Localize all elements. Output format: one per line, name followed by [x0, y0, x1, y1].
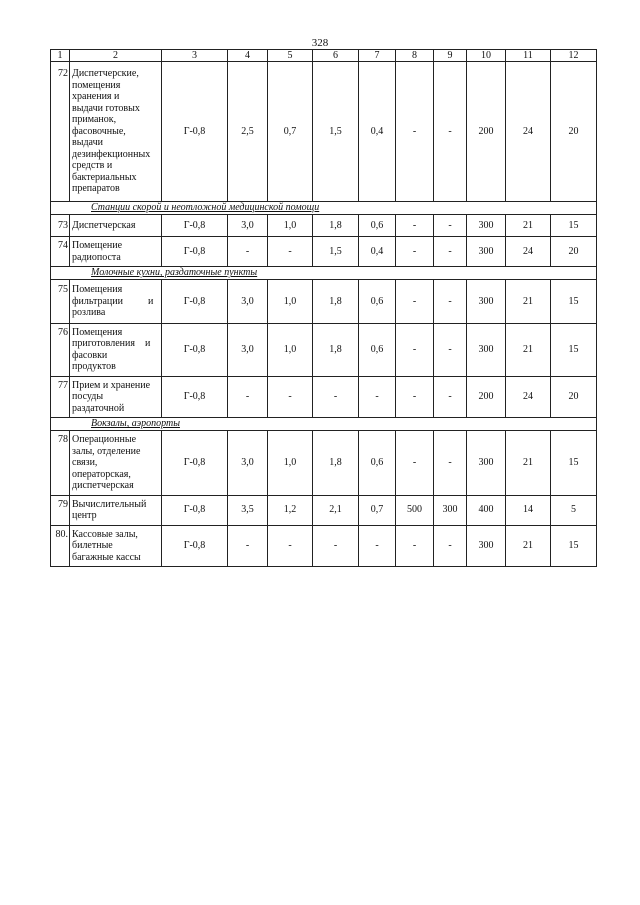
section-title: Станции скорой и неотложной медицинской помощи [51, 201, 597, 214]
premises-name [70, 62, 162, 202]
table-body [51, 62, 597, 567]
row-number: 74 [51, 237, 70, 267]
premises-name-line: радиопоста [72, 251, 121, 263]
page-number: 328 [311, 37, 329, 49]
premises-name-line: диспетчерская [72, 480, 134, 491]
premises-name [70, 525, 162, 567]
value-cell: 2,1 [313, 495, 359, 525]
value-cell: - [396, 431, 434, 496]
column-header: 11 [506, 50, 551, 62]
value-cell: - [396, 323, 434, 376]
value-cell: - [396, 214, 434, 237]
value-cell: Г-0,8 [162, 495, 228, 525]
value-cell: 1,8 [313, 323, 359, 376]
value-cell: 300 [467, 280, 506, 324]
value-cell: - [228, 237, 268, 267]
value-cell: 0,7 [359, 495, 396, 525]
value-cell: 3,0 [228, 431, 268, 496]
premises-name-line: выдачи готовых [72, 102, 140, 114]
column-header: 2 [70, 50, 162, 62]
row-number: 76 [51, 323, 70, 376]
value-cell: 1,5 [313, 62, 359, 202]
value-cell: 15 [551, 323, 597, 376]
row-number: 72 [51, 62, 70, 202]
premises-name-line: посуды [72, 391, 104, 402]
value-cell: 1,2 [268, 495, 313, 525]
value-cell: 200 [467, 376, 506, 418]
value-cell: 15 [551, 525, 597, 567]
value-cell: 21 [506, 431, 551, 496]
value-cell: 1,0 [268, 431, 313, 496]
premises-name [70, 323, 162, 376]
value-cell: 20 [551, 237, 597, 267]
premises-name [70, 237, 162, 267]
value-cell: 3,0 [228, 214, 268, 237]
premises-name-line: операторская, [72, 468, 131, 480]
norms-table [50, 49, 597, 567]
section-row [51, 418, 597, 431]
premises-name [70, 214, 162, 237]
value-cell: Г-0,8 [162, 280, 228, 324]
premises-name-line: Вычислительный [72, 498, 147, 510]
section-row [51, 201, 597, 214]
value-cell: 20 [551, 62, 597, 202]
value-cell: 200 [467, 62, 506, 202]
premises-name-line: продуктов [72, 361, 116, 372]
premises-name-line: Помещения [72, 326, 123, 338]
value-cell: - [396, 525, 434, 567]
value-cell: 3,0 [228, 323, 268, 376]
value-cell: - [359, 525, 396, 567]
premises-name-line: розлива [72, 307, 106, 318]
value-cell: Г-0,8 [162, 525, 228, 567]
value-cell: Г-0,8 [162, 323, 228, 376]
column-header: 12 [551, 50, 597, 62]
column-header: 8 [396, 50, 434, 62]
section-title: Вокзалы, аэропорты [51, 418, 597, 431]
column-header: 7 [359, 50, 396, 62]
table-row [51, 431, 597, 496]
premises-name-line: багажные кассы [72, 551, 141, 563]
value-cell: 20 [551, 376, 597, 418]
value-cell: Г-0,8 [162, 214, 228, 237]
value-cell: - [434, 525, 467, 567]
value-cell: - [268, 525, 313, 567]
value-cell: 300 [434, 495, 467, 525]
premises-name-line: фасовки [72, 349, 108, 361]
premises-name-line: бактериальных [72, 171, 137, 183]
value-cell: 1,0 [268, 214, 313, 237]
value-cell: 15 [551, 214, 597, 237]
value-cell: - [434, 431, 467, 496]
table-row [51, 214, 597, 237]
premises-name [70, 376, 162, 418]
value-cell: 0,6 [359, 214, 396, 237]
premises-name-line: помещения [72, 79, 121, 91]
value-cell: - [268, 376, 313, 418]
column-header: 10 [467, 50, 506, 62]
premises-name [70, 495, 162, 525]
value-cell: 300 [467, 323, 506, 376]
value-cell: - [396, 280, 434, 324]
value-cell: 21 [506, 323, 551, 376]
value-cell: 3,0 [228, 280, 268, 324]
value-cell: - [396, 62, 434, 202]
premises-name-line: средств и [72, 160, 113, 171]
column-header: 9 [434, 50, 467, 62]
value-cell: - [228, 376, 268, 418]
table-row [51, 323, 597, 376]
value-cell: 300 [467, 237, 506, 267]
table-row [51, 237, 597, 267]
value-cell: 500 [396, 495, 434, 525]
premises-name-line: раздаточной [72, 402, 125, 414]
premises-name-line: приманок, [72, 114, 117, 125]
value-cell: 5 [551, 495, 597, 525]
premises-name-line: Операционные [72, 434, 137, 445]
premises-name-line: билетные [72, 540, 113, 551]
premises-name-line: Помещения [72, 284, 123, 295]
row-number: 80. [51, 525, 70, 567]
value-cell: 0,7 [268, 62, 313, 202]
premises-name [70, 431, 162, 496]
column-header: 6 [313, 50, 359, 62]
value-cell: 14 [506, 495, 551, 525]
section-title: Молочные кухни, раздаточные пункты [51, 267, 597, 280]
table-row [51, 525, 597, 567]
value-cell: - [268, 237, 313, 267]
premises-name-line: связи, [72, 457, 98, 468]
premises-name-line: приготовления и [72, 338, 151, 349]
value-cell: Г-0,8 [162, 237, 228, 267]
value-cell: 3,5 [228, 495, 268, 525]
value-cell: Г-0,8 [162, 376, 228, 418]
value-cell: - [396, 376, 434, 418]
row-number: 79 [51, 495, 70, 525]
value-cell: 2,5 [228, 62, 268, 202]
row-number: 78 [51, 431, 70, 496]
value-cell: 0,6 [359, 280, 396, 324]
premises-name-line: дезинфекционных [72, 148, 151, 160]
premises-name-line: Диспетчерская [72, 219, 136, 231]
premises-name-line: хранения и [72, 91, 120, 102]
section-row [51, 267, 597, 280]
premises-name-line: фильтрации и [72, 295, 154, 307]
row-number: 73 [51, 214, 70, 237]
premises-name-line: Диспетчерские, [72, 68, 139, 79]
value-cell: 0,6 [359, 431, 396, 496]
value-cell: - [434, 376, 467, 418]
table-row [51, 62, 597, 202]
premises-name-line: Помещение [72, 240, 123, 251]
value-cell: - [313, 376, 359, 418]
value-cell: 21 [506, 525, 551, 567]
value-cell: 0,6 [359, 323, 396, 376]
table-row [51, 376, 597, 418]
value-cell: - [359, 376, 396, 418]
value-cell: 24 [506, 62, 551, 202]
value-cell: 400 [467, 495, 506, 525]
premises-name-line: Кассовые залы, [72, 528, 138, 540]
value-cell: 21 [506, 280, 551, 324]
value-cell: 1,5 [313, 237, 359, 267]
premises-name-line: фасовочные, [72, 125, 126, 137]
value-cell: - [396, 237, 434, 267]
premises-name-line: центр [72, 510, 97, 521]
value-cell: 300 [467, 431, 506, 496]
value-cell: 0,4 [359, 62, 396, 202]
table-header-row [51, 50, 597, 62]
premises-name-line: залы, отделение [72, 445, 141, 457]
premises-name [70, 280, 162, 324]
value-cell: Г-0,8 [162, 62, 228, 202]
value-cell: 1,8 [313, 431, 359, 496]
premises-name-line: выдачи [72, 137, 103, 148]
value-cell: 15 [551, 280, 597, 324]
value-cell: 300 [467, 214, 506, 237]
value-cell: Г-0,8 [162, 431, 228, 496]
value-cell: 1,8 [313, 214, 359, 237]
row-number: 75 [51, 280, 70, 324]
column-header: 5 [268, 50, 313, 62]
value-cell: - [434, 214, 467, 237]
table-row [51, 280, 597, 324]
value-cell: 1,0 [268, 323, 313, 376]
premises-name-line: препаратов [72, 183, 120, 194]
value-cell: - [434, 323, 467, 376]
value-cell: 0,4 [359, 237, 396, 267]
value-cell: 300 [467, 525, 506, 567]
column-header: 4 [228, 50, 268, 62]
value-cell: 1,8 [313, 280, 359, 324]
value-cell: - [228, 525, 268, 567]
row-number: 77 [51, 376, 70, 418]
column-header: 3 [162, 50, 228, 62]
premises-name-line: Прием и хранение [72, 379, 151, 391]
value-cell: 15 [551, 431, 597, 496]
table-row [51, 495, 597, 525]
value-cell: 1,0 [268, 280, 313, 324]
value-cell: - [434, 237, 467, 267]
value-cell: - [434, 280, 467, 324]
value-cell: 24 [506, 376, 551, 418]
value-cell: 24 [506, 237, 551, 267]
column-header: 1 [51, 50, 70, 62]
value-cell: - [313, 525, 359, 567]
value-cell: - [434, 62, 467, 202]
value-cell: 21 [506, 214, 551, 237]
